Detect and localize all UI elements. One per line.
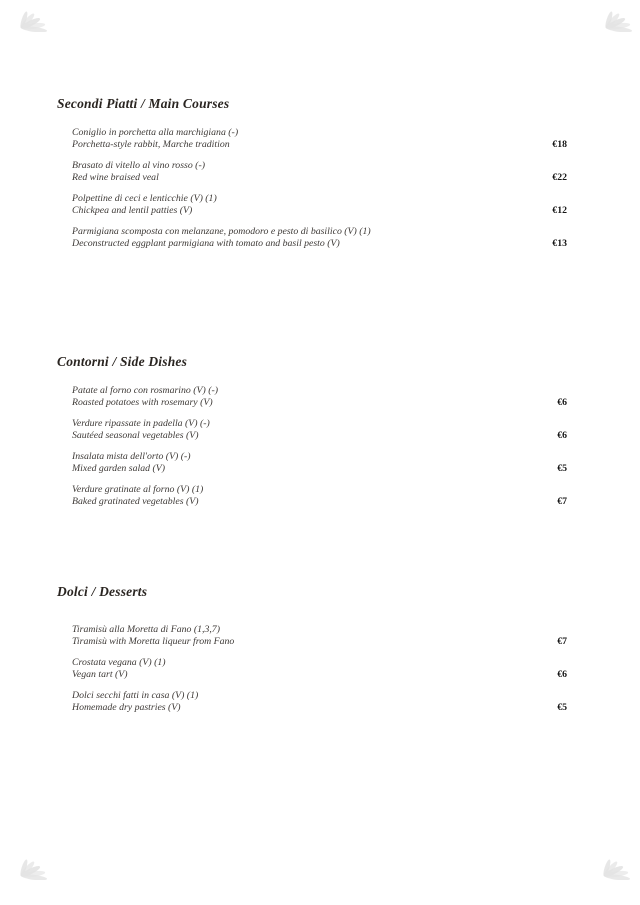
section-title: Secondi Piatti / Main Courses — [57, 96, 230, 111]
menu-item — [72, 690, 567, 714]
item-translation: Homemade dry pastries (V) — [72, 702, 181, 713]
menu-item — [72, 127, 567, 151]
item-price: €7 — [557, 496, 567, 507]
section-secondi-piatti — [57, 96, 567, 250]
item-name: Crostata vegana (V) (1) — [72, 657, 166, 668]
item-price: €5 — [557, 463, 567, 474]
item-translation: Mixed garden salad (V) — [72, 463, 165, 474]
item-price: €6 — [557, 397, 567, 408]
item-name: Polpettine di ceci e lenticchie (V) (1) — [72, 193, 217, 204]
item-price: €12 — [552, 205, 567, 216]
item-name: Patate al forno con rosmarino (V) (-) — [72, 385, 219, 396]
item-name: Verdure gratinate al forno (V) (1) — [72, 484, 204, 495]
section-contorni — [57, 354, 567, 508]
item-price: €6 — [557, 669, 567, 680]
item-translation: Red wine braised veal — [72, 172, 159, 183]
item-name: Coniglio in porchetta alla marchigiana (-) — [72, 127, 239, 138]
menu-item — [72, 418, 567, 442]
item-translation: Vegan tart (V) — [72, 669, 128, 680]
menu-item — [72, 484, 567, 508]
item-name: Parmigiana scomposta con melanzane, pomodoro e pesto di basilico (V) (1) — [72, 226, 371, 237]
item-name: Brasato di vitello al vino rosso (-) — [72, 160, 205, 171]
item-price: €18 — [552, 139, 567, 150]
item-name: Tiramisù alla Moretta di Fano (1,3,7) — [72, 624, 220, 635]
section-dolci — [57, 584, 567, 714]
item-translation: Baked gratinated vegetables (V) — [72, 496, 199, 507]
menu-item — [72, 385, 567, 409]
item-translation: Tiramisù with Moretta liqueur from Fano — [72, 636, 235, 647]
item-translation: Deconstructed eggplant parmigiana with tomato and basil pesto (V) — [72, 238, 340, 249]
item-name: Insalata mista dell'orto (V) (-) — [72, 451, 191, 462]
item-name: Dolci secchi fatti in casa (V) (1) — [72, 690, 199, 701]
item-translation: Roasted potatoes with rosemary (V) — [72, 397, 213, 408]
section-title: Dolci / Desserts — [57, 584, 148, 599]
item-translation: Chickpea and lentil patties (V) — [72, 205, 193, 216]
menu-item — [72, 624, 567, 648]
item-price: €7 — [557, 636, 567, 647]
menu-item — [72, 193, 567, 217]
item-price: €22 — [552, 172, 567, 183]
item-price: €6 — [557, 430, 567, 441]
leaf-ornament-bottom-left — [13, 855, 50, 880]
leaf-ornament-bottom-right — [596, 855, 633, 880]
menu-content — [57, 96, 567, 723]
item-name: Verdure ripassate in padella (V) (-) — [72, 418, 210, 429]
item-translation: Porchetta-style rabbit, Marche tradition — [72, 139, 230, 150]
item-price: €5 — [557, 702, 567, 713]
section-title: Contorni / Side Dishes — [57, 354, 188, 369]
leaf-ornament-top-right — [598, 7, 635, 32]
menu-item — [72, 226, 567, 250]
item-price: €13 — [552, 238, 567, 249]
menu-item — [72, 160, 567, 184]
item-translation: Sautéed seasonal vegetables (V) — [72, 430, 199, 441]
leaf-ornament-top-left — [13, 7, 50, 32]
menu-item — [72, 657, 567, 681]
menu-item — [72, 451, 567, 475]
